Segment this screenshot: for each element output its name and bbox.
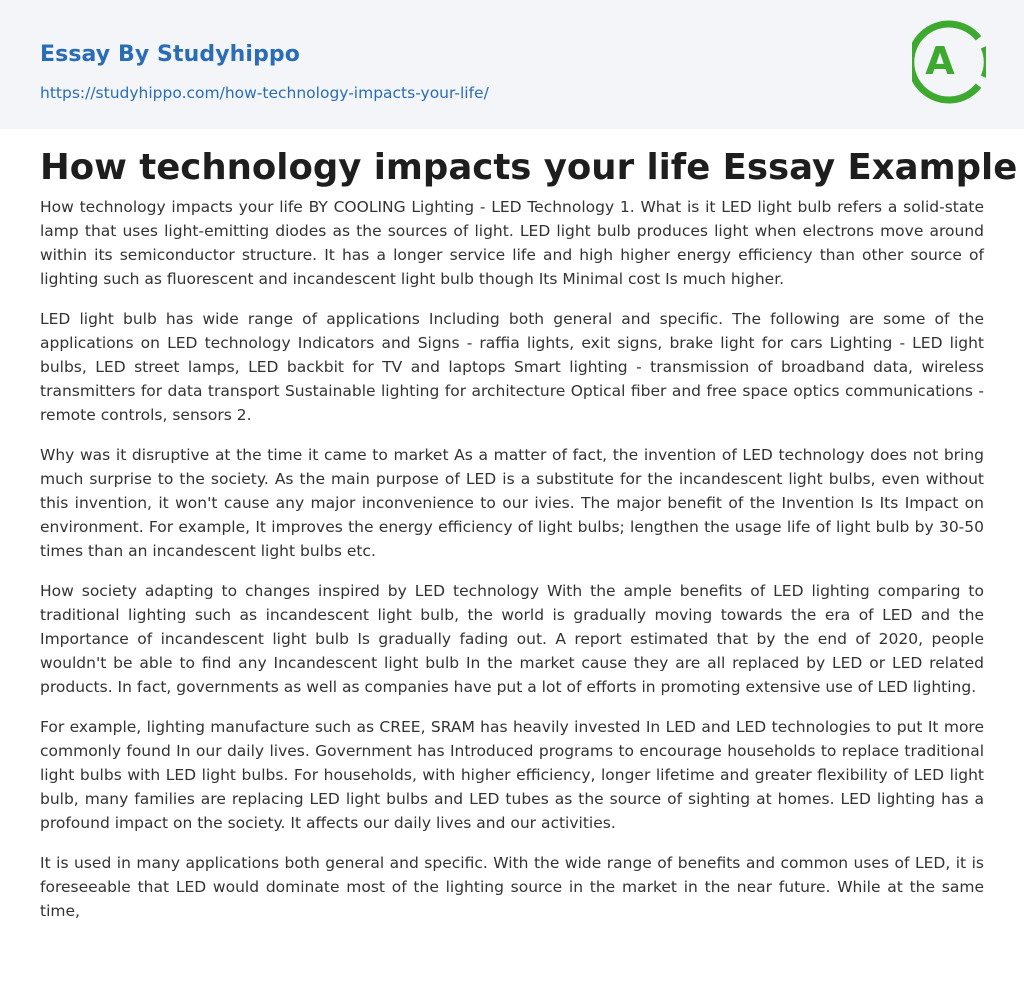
article-paragraph: How technology impacts your life BY COOLING Lighting - LED Technology 1. What is it LED light bulb refers a solid-state lamp that uses light-emitting diodes as the sources of light. LED light bulb produces light when electrons move around within its semiconductor structure. It has a longer service life and high higher energy efficiency than other source of lighting such as fluorescent and incandescent light bulb though Its Minimal cost Is much higher. (40, 198, 984, 288)
article-body (40, 195, 984, 939)
logo-letter: A (925, 39, 955, 83)
article-paragraph: Why was it disruptive at the time it came to market As a matter of fact, the invention of LED technology does not bring much surprise to the society. As the main purpose of LED is a substitute for the incandescent light bulbs, even without this invention, it won't cause any major inconvenience to our ivies. The major benefit of the Invention Is Its Impact on environment. For example, It improves the energy efficiency of light bulbs; lengthen the usage life of light bulb by 30-50 times than an incandescent light bulbs etc. (40, 446, 984, 560)
article-paragraph: LED light bulb has wide range of applications Including both general and specific. The following are some of the applications on LED technology Indicators and Signs - raffia lights, exit signs, brake light for cars Lighting - LED light bulbs, LED street lamps, LED backbit for TV and laptops Smart lighting - transmission of broadband data, wireless transmitters for data transport Sustainable lighting for architecture Optical fiber and free space optics communications - remote controls, sensors 2. (40, 310, 984, 424)
page-url-link[interactable]: https://studyhippo.com/how-technology-impacts-your-life/ (40, 84, 489, 102)
page-title: How technology impacts your life Essay Example (40, 147, 1018, 188)
site-brand[interactable]: Essay By Studyhippo (40, 42, 300, 67)
article-paragraph: How society adapting to changes inspired by LED technology With the ample benefits of LED lighting comparing to traditional lighting such as incandescent light bulb, the world is gradually moving towards the era of LED and the Importance of incandescent light bulb Is gradually fading out. A report estimated that by the end of 2020, people wouldn't be able to find any Incandescent light bulb In the market cause they are all replaced by LED or LED related products. In fact, governments as well as companies have put a lot of efforts in promoting extensive use of LED lighting. (40, 582, 984, 696)
article-paragraph: For example, lighting manufacture such as CREE, SRAM has heavily invested In LED and LED technologies to put It more commonly found In our daily lives. Government has Introduced programs to encourage households to replace traditional light bulbs with LED light bulbs. For households, with higher efficiency, longer lifetime and greater flexibility of LED light bulb, many families are replacing LED light bulbs and LED tubes as the source of sighting at homes. LED lighting has a profound impact on the society. It affects our daily lives and our activities. (40, 718, 984, 832)
article-paragraph: It is used in many applications both general and specific. With the wide range of benefits and common uses of LED, it is foreseeable that LED would dominate most of the lighting source in the market in the near future. While at the same time, (40, 854, 984, 920)
